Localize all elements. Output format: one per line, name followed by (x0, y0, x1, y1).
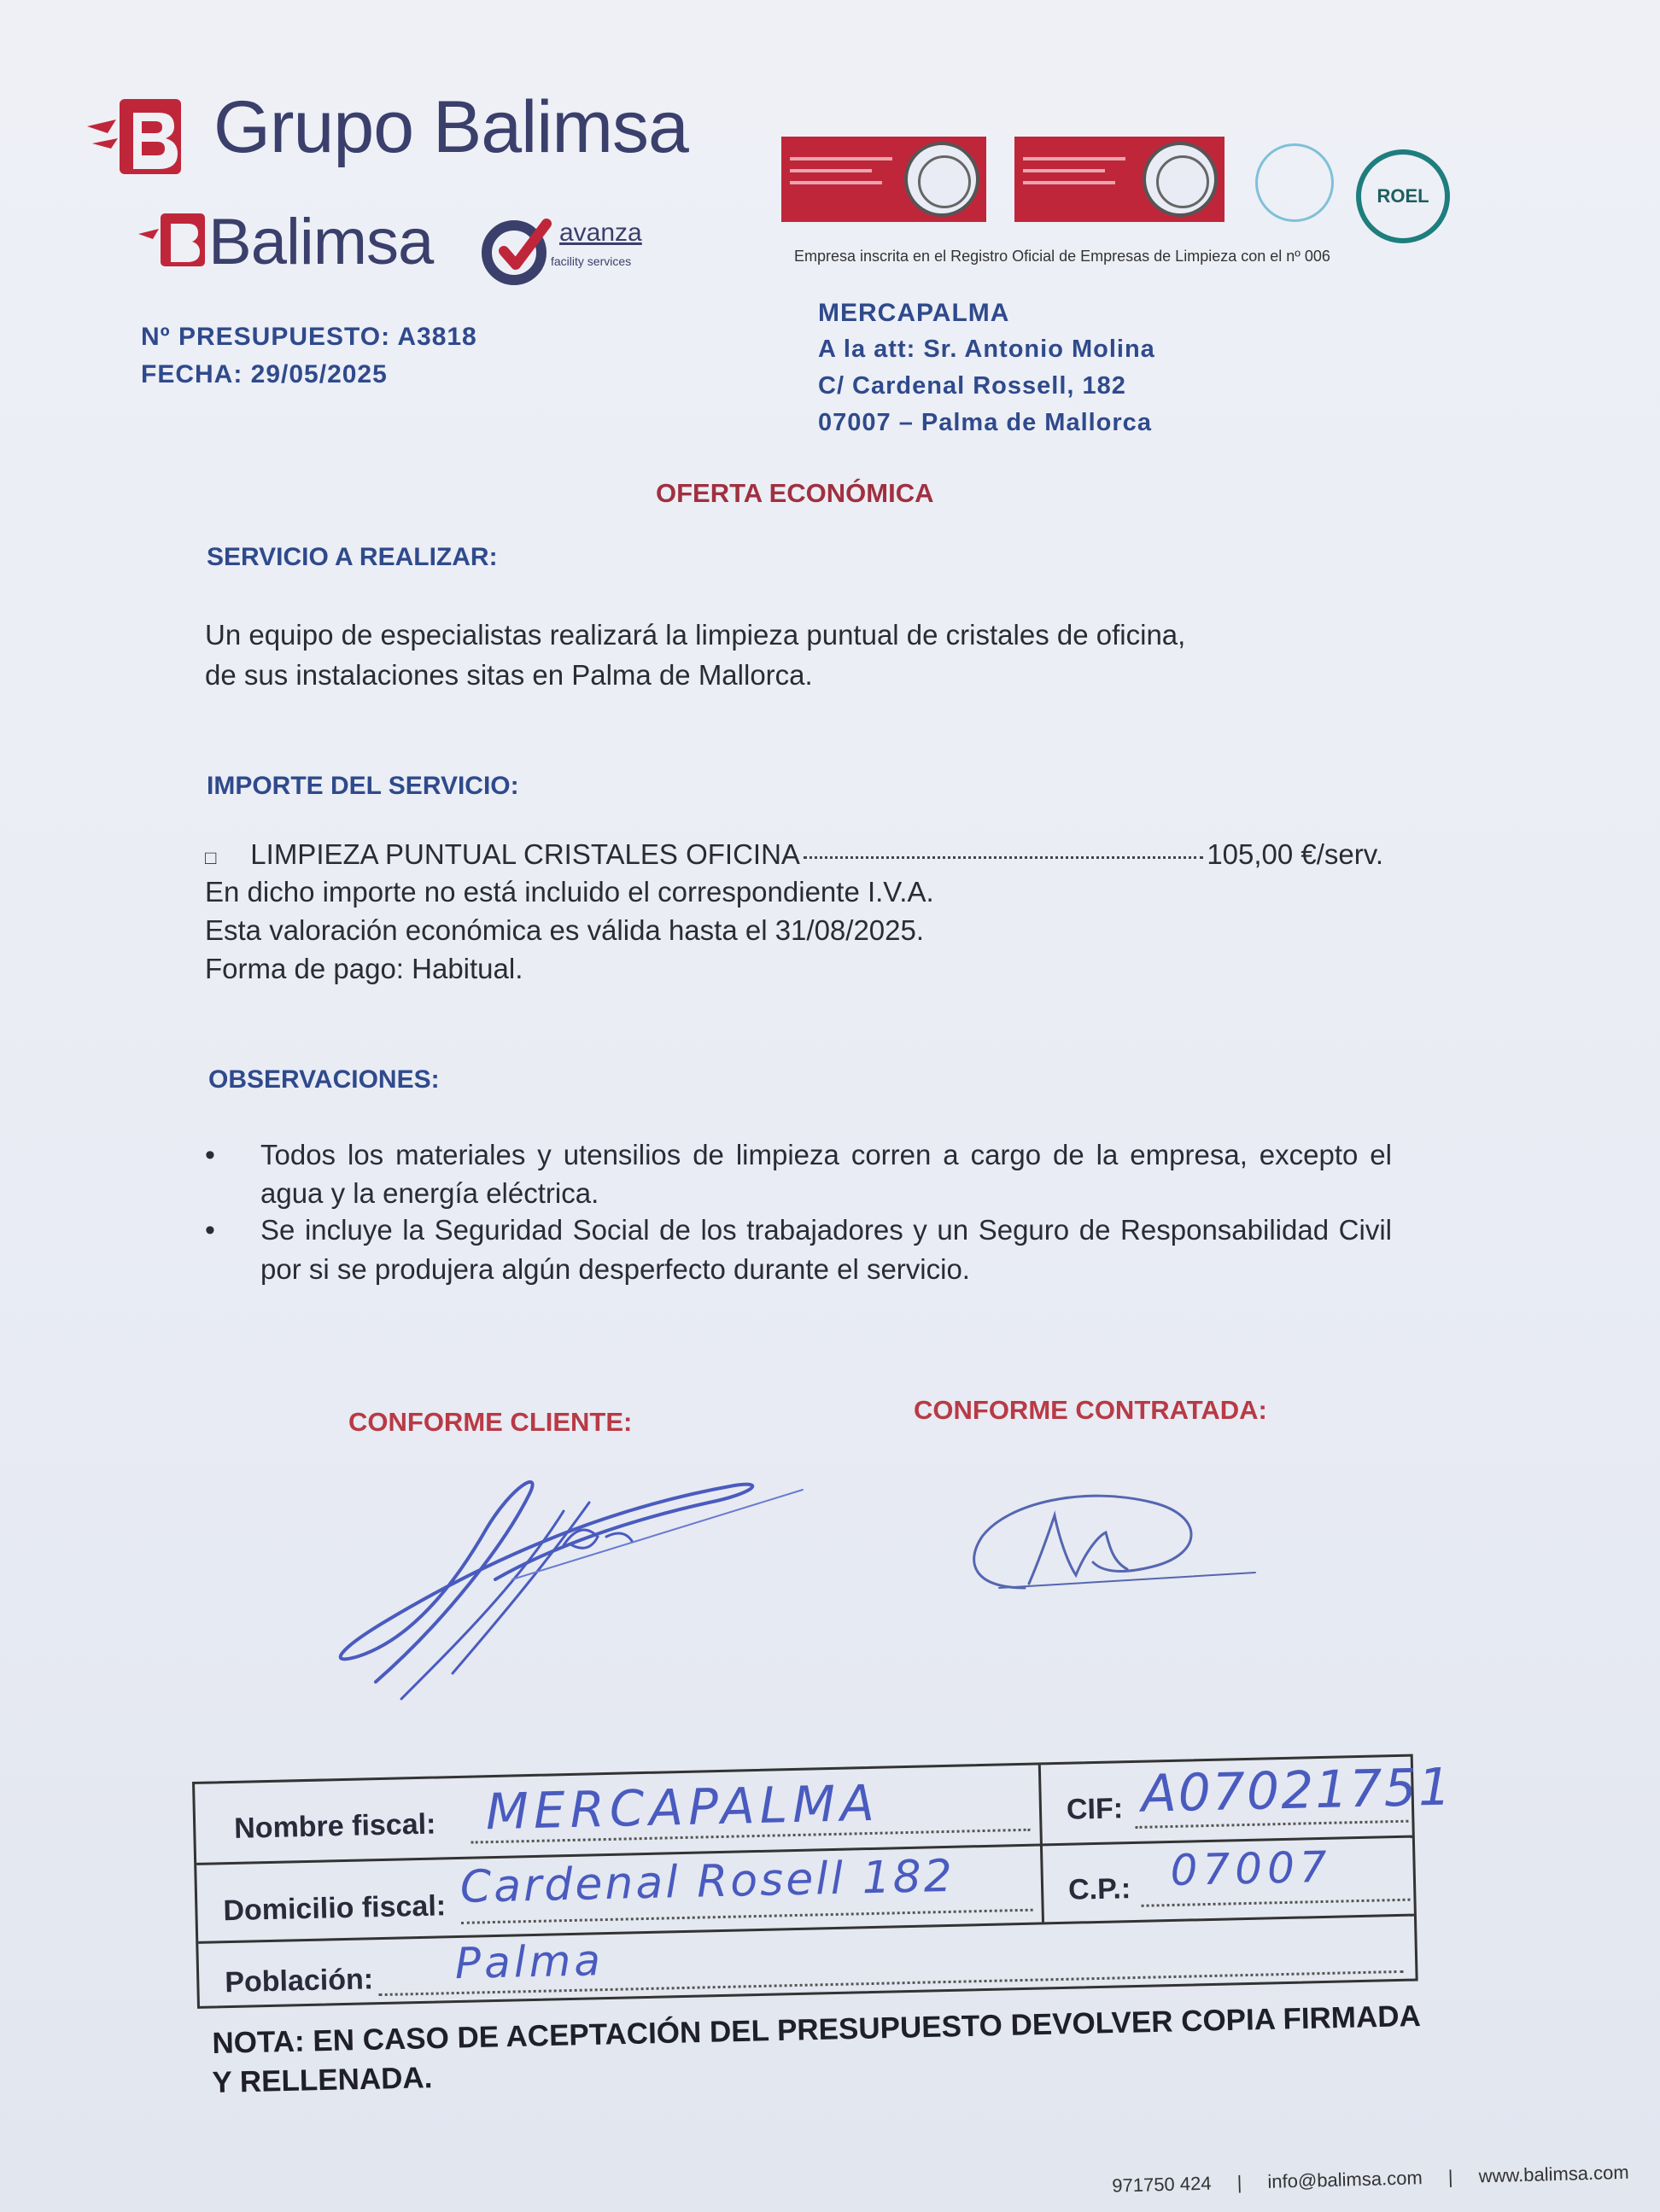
grupo-balimsa-logo-icon (85, 92, 184, 178)
observations-heading: OBSERVACIONES: (208, 1065, 440, 1094)
bullet-icon: • (205, 1139, 215, 1171)
observation-item: Se incluye la Seguridad Social de los trabajadores y un Seguro de Responsabilidad Civil por si se produjera algún desperfecto durante el servicio. (260, 1214, 1392, 1285)
budget-number: Nº PRESUPUESTO: A3818 (141, 323, 477, 351)
recipient-street: C/ Cardenal Rossell, 182 (818, 372, 1126, 400)
fiscal-cp-value[interactable]: 07007 (1169, 1841, 1333, 1896)
recipient-attention: A la att: Sr. Antonio Molina (818, 336, 1155, 363)
roel-logo: ROEL (1356, 149, 1450, 243)
checkbox-icon: □ (205, 847, 217, 868)
avanza-logo-icon (478, 213, 555, 286)
amount-heading: IMPORTE DEL SERVICIO: (207, 772, 519, 800)
fiscal-name-label: Nombre fiscal: (233, 1807, 436, 1845)
recipient-name: MERCAPALMA (818, 299, 1010, 327)
iso-certificate-badge (781, 137, 986, 222)
service-line-2: de sus instalaciones sitas en Palma de Mallorca. (205, 659, 813, 691)
contractor-signature-label: CONFORME CONTRATADA: (914, 1395, 1267, 1425)
observation-item: Todos los materiales y utensilios de limpieza corren a cargo de la empresa, excepto el agua y la energía eléctrica. (260, 1139, 1392, 1209)
circular-certification-logo-icon (1255, 143, 1334, 222)
payment-note: Forma de pago: Habitual. (205, 953, 523, 984)
footer-phone: 971750 424 (1111, 2172, 1212, 2197)
balimsa-logo-icon (137, 208, 207, 270)
fiscal-address-value[interactable]: Cardenal Rosell 182 (459, 1850, 956, 1913)
client-signature-label: CONFORME CLIENTE: (348, 1407, 633, 1437)
fiscal-cp-line (1142, 1899, 1411, 1907)
footer-separator: | (1236, 2171, 1242, 2193)
amount-item-price: 105,00 €/serv. (1207, 838, 1383, 870)
service-line-1: Un equipo de especialistas realizará la limpieza puntual de cristales de oficina, (205, 619, 1186, 651)
page-footer (1102, 2162, 1640, 2197)
fiscal-address-label: Domicilio fiscal: (223, 1889, 447, 1928)
avanza-name: avanza (559, 219, 642, 247)
brand-title: Grupo Balimsa (213, 86, 688, 168)
recipient-city: 07007 – Palma de Mallorca (818, 409, 1152, 436)
footer-email[interactable]: info@balimsa.com (1267, 2167, 1423, 2192)
amount-item-row (205, 838, 1383, 876)
footer-website[interactable]: www.balimsa.com (1478, 2161, 1629, 2187)
fiscal-cif-label: CIF: (1066, 1792, 1124, 1826)
certification-seal-icon (904, 142, 979, 217)
fiscal-name-value[interactable]: MERCAPALMA (485, 1773, 880, 1841)
fiscal-town-value[interactable]: Palma (454, 1935, 605, 1989)
vat-note: En dicho importe no está incluido el correspondiente I.V.A. (205, 876, 934, 908)
amount-item-label: LIMPIEZA PUNTUAL CRISTALES OFICINA (250, 838, 800, 870)
service-heading: SERVICIO A REALIZAR: (207, 543, 498, 571)
bullet-icon: • (205, 1214, 215, 1246)
fiscal-cif-value[interactable]: A07021751 (1140, 1757, 1453, 1824)
brand-sub: Balimsa (208, 206, 434, 278)
avanza-tagline: facility services (551, 254, 632, 268)
leader-dots (804, 856, 1203, 859)
validity-note: Esta valoración económica es válida hasta el 31/08/2025. (205, 914, 925, 946)
contractor-signature-icon (948, 1468, 1272, 1605)
note-line-1: NOTA: EN CASO DE ACEPTACIÓN DEL PRESUPUESTO DEVOLVER COPIA FIRMADA (212, 1999, 1422, 2060)
budget-date: FECHA: 29/05/2025 (141, 360, 388, 388)
client-signature-icon (307, 1451, 820, 1707)
registry-note: Empresa inscrita en el Registro Oficial de Empresas de Limpieza con el nº 006 (794, 248, 1330, 265)
fiscal-town-label: Población: (224, 1963, 374, 1999)
footer-separator: | (1447, 2166, 1453, 2188)
fiscal-cp-label: C.P.: (1067, 1872, 1131, 1906)
certification-seal-icon (1143, 142, 1218, 217)
fiscal-data-table (192, 1754, 1453, 2009)
iso-certificate-badge (1014, 137, 1225, 222)
offer-title: OFERTA ECONÓMICA (656, 478, 934, 508)
note-line-2: Y RELLENADA. (212, 2061, 433, 2099)
